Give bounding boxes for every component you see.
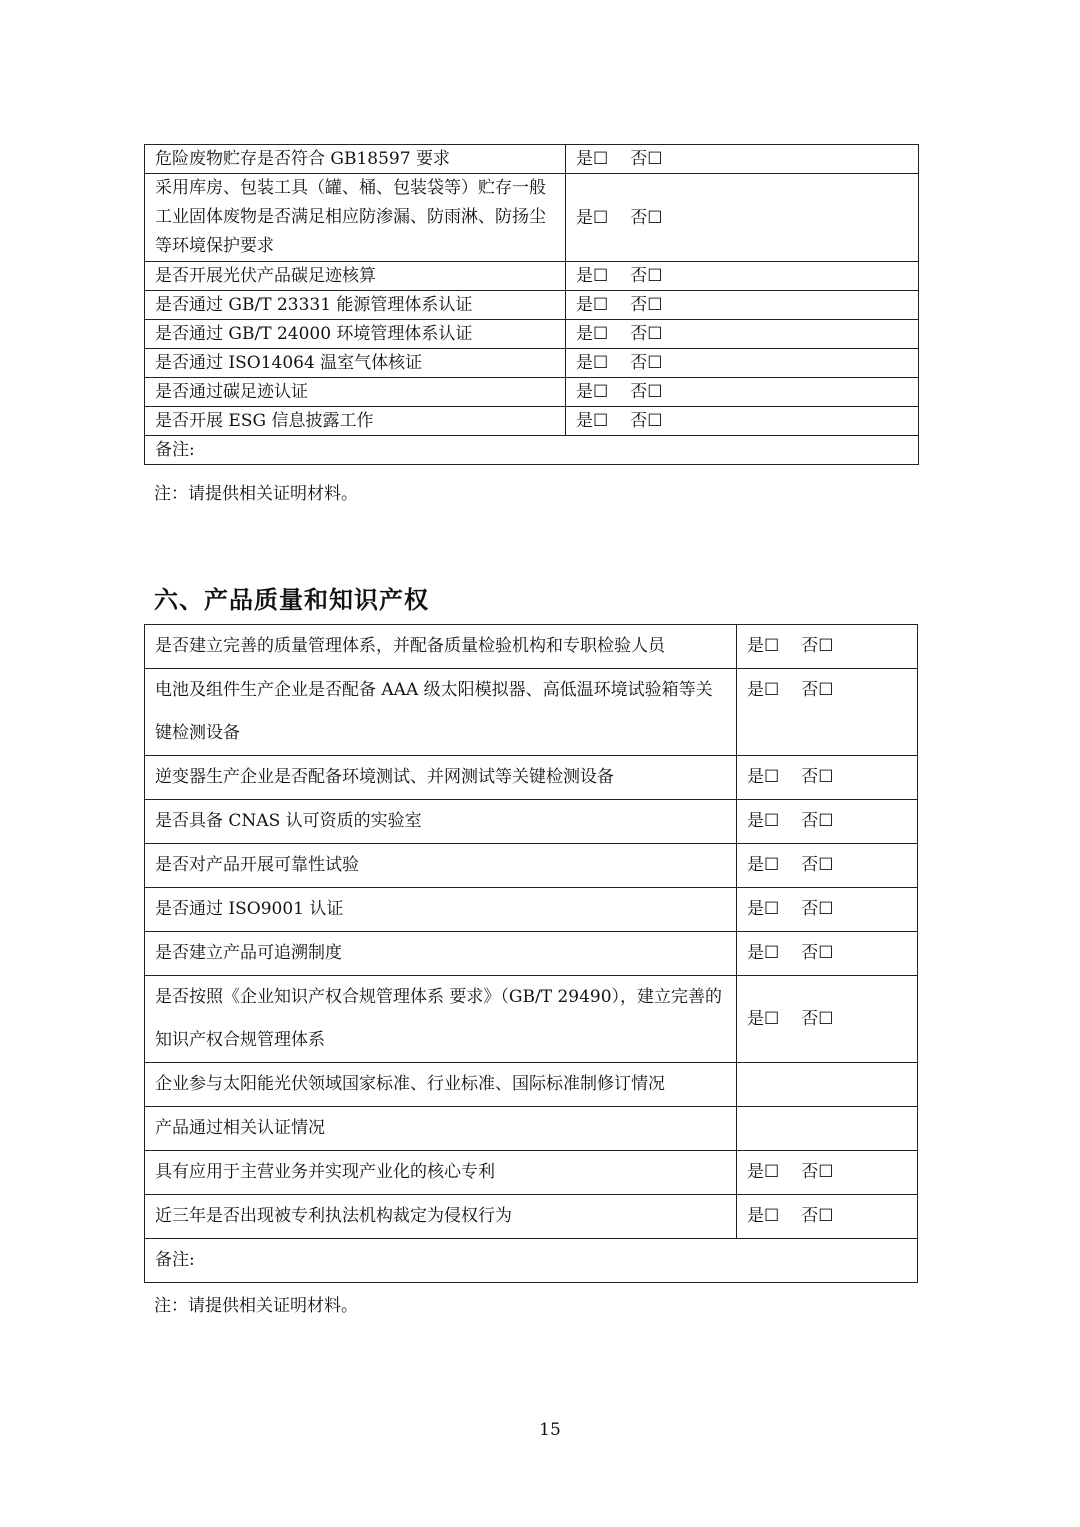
- question-cell: 企业参与太阳能光伏领域国家标准、行业标准、国际标准制修订情况: [145, 1063, 737, 1107]
- question-cell: 是否通过碳足迹认证: [145, 378, 566, 407]
- table-row: [145, 1107, 918, 1151]
- table-row: [145, 625, 918, 669]
- answer-cell: [737, 844, 918, 888]
- quality-ip-checklist-table: [144, 624, 918, 1283]
- table-row: [145, 932, 918, 976]
- yes-checkbox[interactable]: 是☐: [747, 855, 780, 875]
- no-checkbox[interactable]: 否☐: [630, 149, 663, 169]
- question-cell: 近三年是否出现被专利执法机构裁定为侵权行为: [145, 1195, 737, 1239]
- question-cell: 是否通过 GB/T 24000 环境管理体系认证: [145, 320, 566, 349]
- yes-checkbox[interactable]: 是☐: [747, 1008, 780, 1029]
- yes-checkbox[interactable]: 是☐: [747, 680, 780, 700]
- answer-cell: [737, 1151, 918, 1195]
- table-row: [145, 262, 919, 291]
- answer-cell: [566, 407, 919, 436]
- no-checkbox[interactable]: 否☐: [801, 1206, 834, 1226]
- yes-checkbox[interactable]: 是☐: [576, 266, 609, 286]
- yes-checkbox[interactable]: 是☐: [747, 943, 780, 963]
- table-row: [145, 378, 919, 407]
- table-row: [145, 1063, 918, 1107]
- yes-checkbox[interactable]: 是☐: [747, 767, 780, 787]
- remark-row: [145, 1239, 918, 1283]
- answer-cell: [737, 976, 918, 1063]
- table-row: [145, 888, 918, 932]
- answer-cell: [737, 669, 918, 756]
- note-text: 注：请提供相关证明材料。: [154, 1296, 358, 1316]
- table-row: [145, 291, 919, 320]
- answer-cell: [737, 1195, 918, 1239]
- no-checkbox[interactable]: 否☐: [630, 353, 663, 373]
- remark-row: [145, 436, 919, 465]
- question-cell: 是否建立产品可追溯制度: [145, 932, 737, 976]
- table-row: [145, 1195, 918, 1239]
- table-row: [145, 756, 918, 800]
- answer-cell[interactable]: [737, 1107, 918, 1151]
- question-cell: 电池及组件生产企业是否配备 AAA 级太阳模拟器、高低温环境试验箱等关键检测设备: [145, 669, 737, 756]
- question-cell: 是否建立完善的质量管理体系，并配备质量检验机构和专职检验人员: [145, 625, 737, 669]
- table-row: [145, 844, 918, 888]
- yes-checkbox[interactable]: 是☐: [576, 207, 609, 228]
- question-cell: 是否按照《企业知识产权合规管理体系 要求》（GB/T 29490），建立完善的知识产权合规管理体系: [145, 976, 737, 1063]
- table-row: [145, 669, 918, 756]
- no-checkbox[interactable]: 否☐: [801, 636, 834, 656]
- table-row: [145, 174, 919, 262]
- yes-checkbox[interactable]: 是☐: [576, 324, 609, 344]
- table-row: [145, 800, 918, 844]
- question-cell: 是否对产品开展可靠性试验: [145, 844, 737, 888]
- answer-cell: [737, 888, 918, 932]
- yes-checkbox[interactable]: 是☐: [576, 353, 609, 373]
- yes-checkbox[interactable]: 是☐: [747, 899, 780, 919]
- answer-cell: [566, 174, 919, 262]
- no-checkbox[interactable]: 否☐: [801, 767, 834, 787]
- table-row: [145, 1151, 918, 1195]
- no-checkbox[interactable]: 否☐: [801, 899, 834, 919]
- note-text: 注：请提供相关证明材料。: [154, 484, 358, 504]
- yes-checkbox[interactable]: 是☐: [576, 149, 609, 169]
- answer-cell: [566, 349, 919, 378]
- question-cell: 是否通过 GB/T 23331 能源管理体系认证: [145, 291, 566, 320]
- no-checkbox[interactable]: 否☐: [630, 411, 663, 431]
- question-cell: 采用库房、包装工具（罐、桶、包装袋等）贮存一般工业固体废物是否满足相应防渗漏、防雨淋、防扬尘等环境保护要求: [145, 174, 566, 262]
- answer-cell: [566, 320, 919, 349]
- answer-cell: [566, 262, 919, 291]
- remark-cell[interactable]: 备注:: [145, 1239, 918, 1283]
- no-checkbox[interactable]: 否☐: [630, 266, 663, 286]
- table-row: [145, 145, 919, 174]
- yes-checkbox[interactable]: 是☐: [576, 411, 609, 431]
- answer-cell: [737, 932, 918, 976]
- question-cell: 逆变器生产企业是否配备环境测试、并网测试等关键检测设备: [145, 756, 737, 800]
- no-checkbox[interactable]: 否☐: [801, 1162, 834, 1182]
- environment-checklist-table: [144, 144, 919, 465]
- question-cell: 是否通过 ISO14064 温室气体核证: [145, 349, 566, 378]
- question-cell: 危险废物贮存是否符合 GB18597 要求: [145, 145, 566, 174]
- no-checkbox[interactable]: 否☐: [630, 207, 663, 228]
- page-number: 15: [539, 1420, 561, 1440]
- answer-cell[interactable]: [737, 1063, 918, 1107]
- no-checkbox[interactable]: 否☐: [630, 324, 663, 344]
- no-checkbox[interactable]: 否☐: [801, 811, 834, 831]
- no-checkbox[interactable]: 否☐: [630, 382, 663, 402]
- answer-cell: [737, 756, 918, 800]
- table-row: [145, 349, 919, 378]
- answer-cell: [737, 800, 918, 844]
- yes-checkbox[interactable]: 是☐: [576, 295, 609, 315]
- answer-cell: [566, 291, 919, 320]
- answer-cell: [737, 625, 918, 669]
- question-cell: 是否开展光伏产品碳足迹核算: [145, 262, 566, 291]
- no-checkbox[interactable]: 否☐: [801, 1008, 834, 1029]
- remark-cell[interactable]: 备注:: [145, 436, 919, 465]
- no-checkbox[interactable]: 否☐: [630, 295, 663, 315]
- answer-cell: [566, 378, 919, 407]
- question-cell: 具有应用于主营业务并实现产业化的核心专利: [145, 1151, 737, 1195]
- question-cell: 是否通过 ISO9001 认证: [145, 888, 737, 932]
- question-cell: 产品通过相关认证情况: [145, 1107, 737, 1151]
- table-row: [145, 976, 918, 1063]
- table-row: [145, 320, 919, 349]
- question-cell: 是否开展 ESG 信息披露工作: [145, 407, 566, 436]
- yes-checkbox[interactable]: 是☐: [747, 636, 780, 656]
- yes-checkbox[interactable]: 是☐: [576, 382, 609, 402]
- yes-checkbox[interactable]: 是☐: [747, 1162, 780, 1182]
- no-checkbox[interactable]: 否☐: [801, 943, 834, 963]
- section-heading: 六、产品质量和知识产权: [154, 586, 429, 614]
- answer-cell: [566, 145, 919, 174]
- no-checkbox[interactable]: 否☐: [801, 855, 834, 875]
- yes-checkbox[interactable]: 是☐: [747, 1206, 780, 1226]
- yes-checkbox[interactable]: 是☐: [747, 811, 780, 831]
- table-row: [145, 407, 919, 436]
- no-checkbox[interactable]: 否☐: [801, 680, 834, 700]
- question-cell: 是否具备 CNAS 认可资质的实验室: [145, 800, 737, 844]
